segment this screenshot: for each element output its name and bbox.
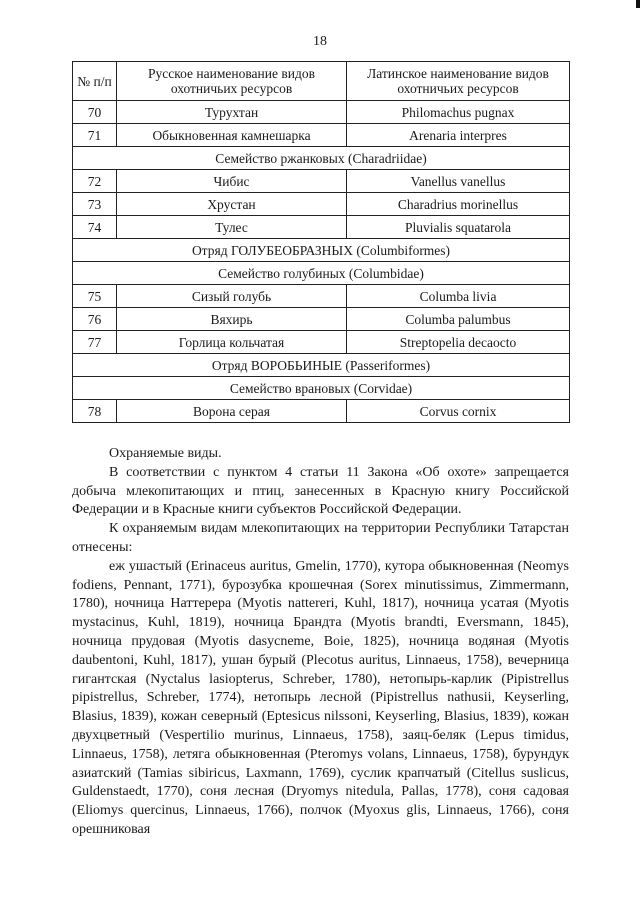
section-title: Семейство голубиных (Columbidae) — [73, 262, 570, 285]
row-number: 70 — [73, 101, 117, 124]
section-row — [73, 262, 570, 285]
latin-name: Charadrius morinellus — [347, 193, 570, 216]
table-row — [73, 124, 570, 147]
latin-name: Columba livia — [347, 285, 570, 308]
table-row — [73, 170, 570, 193]
russian-name: Тулес — [117, 216, 347, 239]
russian-name: Ворона серая — [117, 400, 347, 423]
paragraph-hunting-law: В соответствии с пунктом 4 статьи 11 Закона «Об охоте» запрещается добыча млекопитающих и птиц, занесенных в Красную книгу Российской Федерации и в Красные книги субъектов Российской Федерации. — [72, 464, 569, 518]
section-row — [73, 377, 570, 400]
section-title: Семейство врановых (Corvidae) — [73, 377, 570, 400]
paragraph-protected-intro: К охраняемым видам млекопитающих на территории Республики Татарстан отнесены: — [72, 521, 569, 555]
row-number: 73 — [73, 193, 117, 216]
table-row — [73, 101, 570, 124]
row-number: 75 — [73, 285, 117, 308]
russian-name: Горлица кольчатая — [117, 331, 347, 354]
protected-species-heading: Охраняемые виды. — [109, 446, 222, 461]
row-number: 72 — [73, 170, 117, 193]
table-row — [73, 193, 570, 216]
header-number: № п/п — [73, 62, 117, 101]
section-row — [73, 354, 570, 377]
latin-name: Philomachus pugnax — [347, 101, 570, 124]
species-table — [72, 61, 570, 423]
row-number: 77 — [73, 331, 117, 354]
latin-name: Streptopelia decaocto — [347, 331, 570, 354]
russian-name: Турухтан — [117, 101, 347, 124]
latin-name: Columba palumbus — [347, 308, 570, 331]
latin-name: Corvus cornix — [347, 400, 570, 423]
row-number: 78 — [73, 400, 117, 423]
russian-name: Обыкновенная камнешарка — [117, 124, 347, 147]
section-row — [73, 147, 570, 170]
russian-name: Хрустан — [117, 193, 347, 216]
table-header-row — [73, 62, 570, 101]
row-number: 71 — [73, 124, 117, 147]
latin-name: Vanellus vanellus — [347, 170, 570, 193]
russian-name: Сизый голубь — [117, 285, 347, 308]
order-title: Отряд ВОРОБЬИНЫЕ (Passeriformes) — [73, 354, 570, 377]
order-title: Отряд ГОЛУБЕОБРАЗНЫХ (Columbiformes) — [73, 239, 570, 262]
russian-name: Вяхирь — [117, 308, 347, 331]
header-latin-name: Латинское наименование видов охотничьих ресурсов — [347, 62, 570, 101]
row-number: 76 — [73, 308, 117, 331]
section-title: Семейство ржанковых (Charadriidae) — [73, 147, 570, 170]
page-number: 18 — [313, 34, 327, 49]
table-row — [73, 400, 570, 423]
table-row — [73, 216, 570, 239]
latin-name: Pluvialis squatarola — [347, 216, 570, 239]
table-row — [73, 331, 570, 354]
latin-name: Arenaria interpres — [347, 124, 570, 147]
russian-name: Чибис — [117, 170, 347, 193]
table-row — [73, 308, 570, 331]
paragraph-species-list: еж ушастый (Erinaceus auritus, Gmelin, 1770), кутора обыкновенная (Neomys fodiens, Pennant, 1771), бурозубка крошечная (Sorex minutissimus, Zimmermann, 1780), ночница Наттерера (Myotis nattereri, Kuhl, 1817), ночница усатая (Myotis mystacinus, Kuhl, 1819), ночница Брандта (Myotis brandti, Eversmann, 1845), ночница прудовая (Myotis dasycneme, Boie, 1825), ночница водяная (Myotis daubentoni, Kuhl, 1817), ушан бурый (Plecotus auritus, Linnaeus, 1758), вечерница гигантская (Nyctalus lasiopterus, Schreber, 1780), нетопырь-карлик (Pipistrellus pipistrellus, Schreber, 1774), нетопырь лесной (Pipistrellus nathusii, Keyserling, Blasius, 1839), кожан северный (Eptesicus nilssoni, Keyserling, Blasius, 1839), кожан двухцветный (Vespertilio murinus, Linnaeus, 1758), заяц-беляк (Lepus timidus, Linnaeus, 1758), летяга обыкновенная (Pteromys volans, Linnaeus, 1758), бурундук азиатский (Tamias sibiricus, Laxmann, 1769), суслик крапчатый (Citellus suslicus, Guldenstaedt, 1770), соня лесная (Dryomys nitedula, Pallas, 1778), соня садовая (Eliomys quercinus, Linnaeus, 1766), полчок (Myoxus glis, Linnaeus, 1766), соня орешниковая — [72, 558, 569, 837]
header-russian-name: Русское наименование видов охотничьих ресурсов — [117, 62, 347, 101]
section-row — [73, 239, 570, 262]
body-text — [72, 445, 569, 840]
table-row — [73, 285, 570, 308]
scan-corner-mark — [636, 0, 640, 8]
row-number: 74 — [73, 216, 117, 239]
